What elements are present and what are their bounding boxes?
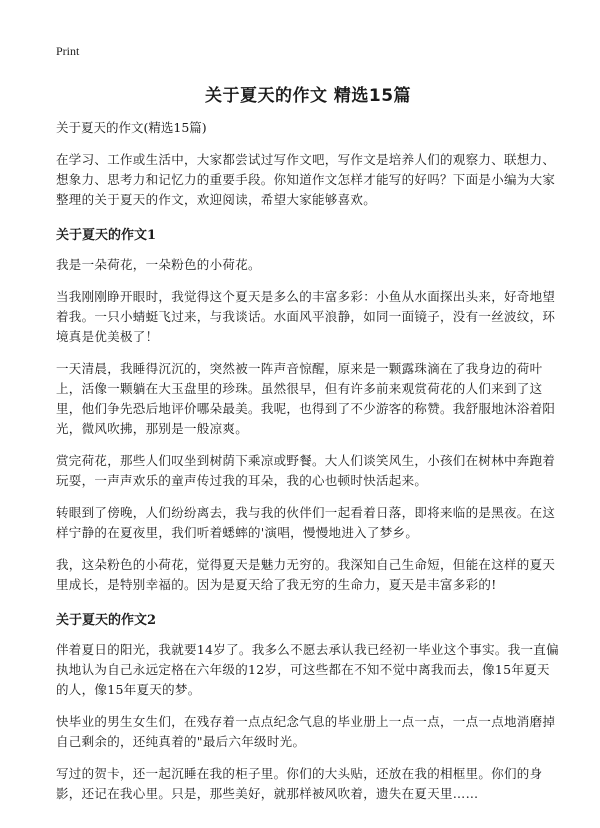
document-title: 关于夏天的作文 精选15篇 bbox=[204, 86, 412, 106]
document-subtitle: 关于夏天的作文(精选15篇) bbox=[56, 120, 207, 135]
section-heading: 关于夏天的作文1 bbox=[56, 228, 157, 243]
paragraph: 快毕业的男生女生们，在残存着一点点纪念气息的毕业册上一点一点，一点一点地消磨掉自己剩余的，还纯真着的"最后六年级时光。 bbox=[56, 714, 556, 749]
paragraph: 当我刚刚睁开眼时，我觉得这个夏天是多么的丰富多彩：小鱼从水面探出头来，好奇地望着我。一只小蜻蜓飞过来，与我谈话。水面风平浪静，如同一面镜子，没有一丝波纹，环境真是优美极了！ bbox=[56, 289, 556, 344]
print-link[interactable]: Print bbox=[56, 44, 80, 58]
paragraph: 我是一朵荷花，一朵粉色的小荷花。 bbox=[56, 257, 261, 272]
paragraph: 转眼到了傍晚，人们纷纷离去，我与我的伙伴们一起看着日落，即将来临的是黑夜。在这样宁静的在夏夜里，我们听着蟋蟀的'演唱，慢慢地进入了梦乡。 bbox=[56, 505, 556, 540]
paragraph: 我，这朵粉色的小荷花，觉得夏天是魅力无穷的。我深知自己生命短，但能在这样的夏天里成长，是特别幸福的。因为是夏天给了我无穷的生命力，夏天是丰富多彩的! bbox=[56, 557, 556, 592]
section-heading: 关于夏天的作文2 bbox=[56, 613, 157, 628]
paragraph: 写过的贺卡，还一起沉睡在我的柜子里。你们的大头贴，还放在我的相框里。你们的身影，还记在我心里。只是，那些美好，就那样被风吹着，遗失在夏天里…… bbox=[56, 766, 543, 801]
intro-paragraph: 在学习、工作或生活中，大家都尝试过写作文吧，写作文是培养人们的观察力、联想力、想象力、思考力和记忆力的重要手段。你知道作文怎样才能写的好吗？下面是小编为大家整理的关于夏天的作文，欢迎阅读，希望大家能够喜欢。 bbox=[56, 152, 556, 207]
paragraph: 赏完荷花，那些人们叹坐到树荫下乘凉或野餐。大人们谈笑风生，小孩们在树林中奔跑着玩耍，一声声欢乐的童声传过我的耳朵，我的心也顿时快活起来。 bbox=[56, 453, 556, 488]
paragraph: 伴着夏日的阳光，我就要14岁了。我多么不愿去承认我已经初一毕业这个事实。我一直偏执地认为自己永远定格在六年级的12岁，可这些都在不知不觉中离我而去，像15年夏天的人，像15年夏天的梦。 bbox=[56, 642, 559, 697]
paragraph: 一天清晨，我睡得沉沉的，突然被一阵声音惊醒，原来是一颗露珠滴在了我身边的荷叶上，活像一颗躺在大玉盘里的珍珠。虽然很早，但有许多前来观赏荷花的人们来到了这里，他们争先恐后地评价哪朵最美。我呢，也得到了不少游客的称赞。我舒服地沐浴着阳光，微风吹拂，那别是一般凉爽。 bbox=[56, 361, 556, 436]
